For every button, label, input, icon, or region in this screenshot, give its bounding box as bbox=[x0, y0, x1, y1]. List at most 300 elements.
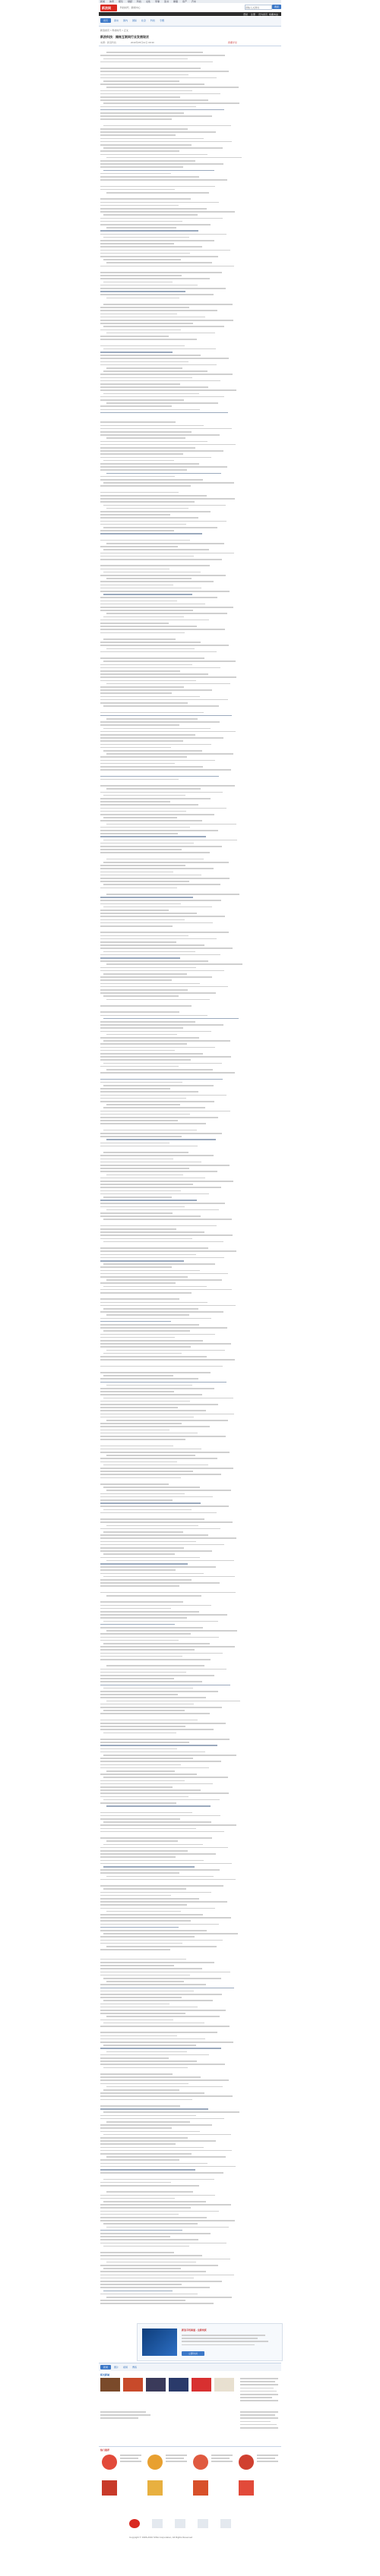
text-line bbox=[100, 2060, 197, 2062]
text-line bbox=[100, 852, 210, 853]
text-line bbox=[100, 1789, 201, 1791]
text-line bbox=[100, 1704, 194, 1705]
text-line bbox=[100, 74, 188, 76]
text-line bbox=[100, 2140, 216, 2142]
right-link[interactable]: 设为首页 bbox=[258, 12, 268, 16]
footer-tab[interactable]: 新闻 bbox=[100, 2365, 111, 2369]
text-line bbox=[100, 1726, 185, 1727]
text-line bbox=[100, 1605, 211, 1606]
text-line bbox=[100, 1796, 188, 1798]
text-line bbox=[100, 881, 189, 882]
text-line bbox=[100, 734, 195, 736]
text-line bbox=[100, 1190, 181, 1192]
text-line bbox=[103, 728, 211, 730]
nav-item[interactable]: 财经 bbox=[128, 0, 133, 3]
text-line bbox=[100, 1962, 214, 1963]
text-line bbox=[100, 530, 174, 531]
right-link[interactable]: 注册 bbox=[251, 12, 256, 16]
text-line bbox=[100, 1707, 222, 1708]
text-line bbox=[100, 1047, 215, 1048]
text-line bbox=[100, 992, 216, 994]
text-line bbox=[100, 1318, 211, 1320]
text-line bbox=[103, 1487, 200, 1488]
text-line bbox=[100, 1123, 206, 1124]
text-line bbox=[106, 1139, 216, 1140]
text-line bbox=[100, 2007, 198, 2008]
text-line bbox=[103, 147, 223, 149]
text-line bbox=[100, 374, 233, 375]
text-line bbox=[100, 278, 210, 279]
nav-item[interactable]: 军事 bbox=[155, 0, 160, 3]
text-line bbox=[100, 1745, 217, 1746]
text-line bbox=[103, 750, 202, 752]
text-line bbox=[100, 198, 191, 200]
text-line bbox=[100, 389, 236, 391]
nav-item[interactable]: 新闻 bbox=[100, 0, 106, 3]
top-nav-bar bbox=[99, 0, 281, 3]
product-image[interactable] bbox=[147, 2480, 163, 2496]
text-line bbox=[100, 1305, 236, 1307]
text-line bbox=[100, 1592, 236, 1594]
article-source: 来源：新浪科技 bbox=[100, 41, 117, 44]
text-line bbox=[100, 131, 216, 133]
text-line bbox=[100, 1120, 178, 1121]
nav-item[interactable]: 健康 bbox=[173, 0, 179, 3]
text-line bbox=[100, 1446, 173, 1447]
text-line bbox=[100, 479, 203, 481]
page-title: 新浪科技：揭秘互联网行业发展现状 bbox=[100, 35, 149, 39]
text-line bbox=[100, 160, 195, 162]
text-line bbox=[100, 2127, 172, 2129]
text-line bbox=[106, 788, 201, 790]
text-line bbox=[103, 505, 226, 506]
text-line bbox=[100, 1614, 227, 1616]
text-line bbox=[100, 983, 200, 985]
text-line bbox=[100, 230, 198, 232]
text-line bbox=[103, 549, 209, 550]
text-line bbox=[100, 176, 199, 178]
text-line bbox=[103, 951, 195, 953]
product-image[interactable] bbox=[102, 2455, 117, 2470]
text-line bbox=[106, 1490, 231, 1491]
text-line bbox=[100, 521, 226, 522]
ad-cta-button[interactable]: 立即访问 bbox=[182, 2351, 204, 2356]
product-image[interactable] bbox=[239, 2480, 254, 2496]
text-line bbox=[100, 1751, 205, 1753]
tab-item[interactable]: 专题 bbox=[160, 19, 165, 22]
text-line bbox=[103, 125, 231, 127]
text-line bbox=[100, 1477, 181, 1479]
text-line bbox=[100, 629, 225, 630]
text-line bbox=[100, 163, 223, 165]
nav-item[interactable]: 女性 bbox=[146, 0, 151, 3]
text-line bbox=[103, 1643, 210, 1644]
text-line bbox=[100, 450, 223, 452]
text-line bbox=[100, 2083, 188, 2085]
text-line bbox=[103, 906, 212, 908]
related-title: 相关新闻 bbox=[100, 2373, 110, 2376]
text-line bbox=[100, 664, 192, 666]
text-line bbox=[100, 938, 217, 940]
text-line bbox=[100, 2172, 223, 2174]
site-title: 科技时代 · 新闻中心 bbox=[120, 6, 141, 9]
tab-row bbox=[99, 17, 281, 27]
text-line bbox=[103, 326, 224, 327]
text-line bbox=[100, 1053, 203, 1055]
text-line bbox=[103, 840, 237, 841]
text-line bbox=[100, 676, 236, 678]
text-line bbox=[103, 638, 176, 640]
text-line bbox=[100, 811, 186, 812]
text-line bbox=[100, 686, 184, 688]
text-line bbox=[100, 1474, 221, 1475]
text-line bbox=[100, 715, 232, 717]
text-line bbox=[100, 288, 226, 289]
text-line bbox=[106, 859, 204, 860]
text-line bbox=[103, 1866, 195, 1868]
text-line bbox=[100, 2182, 171, 2183]
text-line bbox=[100, 1959, 186, 1960]
text-line bbox=[100, 1266, 172, 1268]
text-line bbox=[100, 2252, 174, 2253]
text-line bbox=[100, 1340, 203, 1342]
text-line bbox=[100, 1471, 193, 1472]
product-image[interactable] bbox=[193, 2480, 208, 2496]
related-news bbox=[99, 2373, 281, 2408]
text-line bbox=[103, 2179, 214, 2180]
text-line bbox=[100, 96, 180, 98]
text-line bbox=[100, 2236, 170, 2237]
text-line bbox=[100, 431, 192, 433]
site-logo[interactable] bbox=[100, 5, 117, 11]
right-link[interactable]: 收藏本站 bbox=[269, 12, 279, 16]
nav-item[interactable]: 房产 bbox=[182, 0, 188, 3]
text-line bbox=[103, 594, 192, 595]
text-line bbox=[100, 1972, 230, 1973]
text-line bbox=[100, 747, 171, 749]
text-line bbox=[100, 317, 205, 318]
text-line bbox=[100, 1601, 183, 1603]
thumb-image[interactable] bbox=[123, 2378, 143, 2392]
text-line bbox=[100, 1289, 232, 1291]
footer-icons bbox=[129, 2519, 251, 2531]
text-line bbox=[100, 234, 226, 235]
text-line bbox=[100, 1066, 179, 1067]
text-line bbox=[100, 1895, 171, 1897]
text-line bbox=[100, 285, 198, 286]
text-line bbox=[106, 1455, 195, 1456]
text-line bbox=[100, 511, 211, 512]
text-line bbox=[100, 1940, 223, 1941]
product-image[interactable] bbox=[193, 2455, 208, 2470]
text-line bbox=[100, 2150, 232, 2152]
text-line bbox=[100, 1178, 205, 1179]
text-line bbox=[100, 1917, 231, 1919]
text-line bbox=[100, 1015, 207, 1017]
text-line bbox=[100, 1936, 195, 1938]
text-line bbox=[100, 1184, 193, 1185]
text-line bbox=[100, 954, 220, 956]
text-line bbox=[100, 1856, 176, 1858]
text-line bbox=[100, 240, 214, 241]
text-line bbox=[103, 2134, 231, 2136]
text-line bbox=[100, 1611, 199, 1613]
text-line bbox=[100, 1965, 174, 1966]
text-line bbox=[100, 836, 206, 837]
text-line bbox=[100, 1496, 213, 1498]
text-line bbox=[100, 1694, 178, 1695]
text-line bbox=[100, 221, 182, 222]
text-line bbox=[100, 2035, 177, 2037]
text-line bbox=[100, 1292, 192, 1294]
text-line bbox=[106, 2016, 220, 2017]
text-line bbox=[103, 1465, 208, 1466]
text-line bbox=[100, 932, 229, 933]
text-line bbox=[106, 1279, 222, 1281]
text-line bbox=[100, 785, 235, 787]
text-line bbox=[100, 779, 179, 780]
text-line bbox=[100, 2259, 230, 2260]
text-line bbox=[100, 1502, 201, 1504]
nav-item[interactable]: 读书 bbox=[164, 0, 169, 3]
text-line bbox=[103, 1888, 186, 1890]
text-line bbox=[100, 1193, 209, 1195]
text-line bbox=[103, 1330, 190, 1332]
section-bar bbox=[99, 12, 281, 16]
text-line bbox=[100, 712, 204, 714]
text-line bbox=[100, 425, 204, 427]
text-line bbox=[100, 1043, 187, 1045]
product-image[interactable] bbox=[239, 2455, 254, 2470]
text-line bbox=[100, 1439, 185, 1440]
thumb-image[interactable] bbox=[214, 2378, 234, 2392]
text-line bbox=[100, 888, 177, 889]
text-line bbox=[100, 1968, 202, 1969]
text-line bbox=[100, 2195, 215, 2196]
text-line bbox=[100, 2185, 199, 2187]
tab-item[interactable]: 社会 bbox=[141, 19, 147, 22]
text-line bbox=[100, 441, 207, 443]
text-line bbox=[100, 428, 232, 430]
nav-item[interactable]: 汽车 bbox=[192, 0, 197, 3]
text-line bbox=[100, 559, 222, 560]
text-line bbox=[106, 1560, 234, 1562]
text-line bbox=[100, 1627, 203, 1629]
text-line bbox=[100, 1847, 228, 1849]
text-line bbox=[100, 1729, 214, 1730]
text-line bbox=[103, 58, 188, 60]
text-line bbox=[100, 2287, 210, 2288]
product-image[interactable] bbox=[147, 2455, 163, 2470]
text-line bbox=[100, 307, 189, 308]
text-line bbox=[100, 947, 233, 949]
footer-icon[interactable] bbox=[198, 2519, 208, 2528]
text-line bbox=[100, 453, 183, 455]
thumb-image[interactable] bbox=[169, 2378, 188, 2392]
text-line bbox=[100, 607, 233, 608]
text-line bbox=[100, 128, 188, 130]
text-line bbox=[100, 1924, 219, 1925]
thumb-image[interactable] bbox=[100, 2378, 120, 2392]
thumb-image[interactable] bbox=[146, 2378, 166, 2392]
text-line bbox=[100, 1550, 212, 1552]
text-line bbox=[100, 1091, 198, 1093]
breadcrumb[interactable]: 新浪首页 > 科技时代 > 正文 bbox=[100, 29, 128, 32]
text-line bbox=[100, 253, 190, 254]
text-line bbox=[100, 1337, 175, 1338]
tab-item[interactable]: 国内 bbox=[123, 19, 128, 22]
text-line bbox=[100, 2271, 206, 2272]
article-body bbox=[100, 49, 280, 2311]
text-line bbox=[100, 2064, 225, 2065]
text-line bbox=[100, 1011, 179, 1013]
text-line bbox=[100, 90, 192, 92]
footer-tab[interactable]: 图片 bbox=[114, 2366, 119, 2369]
text-line bbox=[100, 1681, 202, 1682]
text-line bbox=[103, 370, 207, 372]
text-line bbox=[106, 2262, 196, 2263]
text-line bbox=[100, 1168, 189, 1169]
text-line bbox=[100, 421, 176, 423]
text-line bbox=[100, 1624, 175, 1625]
text-line bbox=[100, 457, 211, 459]
text-line bbox=[100, 1270, 200, 1272]
text-line bbox=[100, 364, 217, 366]
text-line bbox=[103, 237, 189, 238]
text-line bbox=[100, 916, 225, 917]
text-line bbox=[106, 613, 227, 614]
text-line bbox=[100, 1231, 204, 1233]
text-line bbox=[100, 218, 223, 219]
footer-icon[interactable] bbox=[220, 2519, 231, 2528]
text-line bbox=[100, 989, 188, 991]
text-line bbox=[100, 202, 219, 203]
text-line bbox=[103, 1085, 214, 1086]
text-line bbox=[103, 1755, 236, 1756]
text-line bbox=[100, 272, 222, 273]
text-line bbox=[100, 2048, 221, 2049]
text-line bbox=[100, 875, 201, 876]
text-line bbox=[100, 517, 198, 519]
tab-home[interactable]: 首页 bbox=[100, 18, 111, 23]
text-line bbox=[100, 208, 207, 210]
search-button[interactable]: 搜索 bbox=[272, 5, 281, 9]
text-line bbox=[100, 1031, 211, 1033]
text-line bbox=[106, 298, 179, 299]
tab-item[interactable]: 国际 bbox=[132, 19, 138, 22]
text-line bbox=[100, 1394, 202, 1395]
text-line bbox=[100, 1774, 197, 1775]
footer-icon[interactable] bbox=[152, 2519, 163, 2528]
text-line bbox=[100, 109, 224, 111]
text-line bbox=[106, 367, 182, 369]
text-line bbox=[103, 1710, 185, 1711]
text-line bbox=[100, 1930, 207, 1931]
text-line bbox=[106, 718, 198, 720]
text-line bbox=[100, 1653, 223, 1654]
text-line bbox=[100, 1098, 186, 1099]
text-line bbox=[106, 2297, 232, 2298]
text-line bbox=[100, 1815, 220, 1817]
text-line bbox=[100, 1802, 176, 1804]
text-line bbox=[100, 1401, 190, 1402]
text-line bbox=[100, 1904, 187, 1906]
text-line bbox=[100, 1994, 222, 1995]
text-line bbox=[100, 1579, 192, 1581]
text-line bbox=[100, 581, 214, 582]
text-line bbox=[106, 1104, 180, 1105]
info-block bbox=[99, 2411, 281, 2442]
text-line bbox=[100, 878, 230, 879]
nav-item[interactable]: 娱乐 bbox=[119, 0, 124, 3]
text-line bbox=[100, 673, 208, 675]
text-line bbox=[100, 498, 235, 500]
text-line bbox=[100, 492, 179, 493]
text-line bbox=[100, 2278, 194, 2279]
text-line bbox=[100, 721, 220, 723]
right-link[interactable]: 登录 bbox=[243, 12, 249, 16]
text-line bbox=[103, 1933, 238, 1934]
text-line bbox=[100, 1111, 230, 1112]
text-line bbox=[103, 259, 181, 260]
text-line bbox=[103, 1219, 232, 1220]
footer-tab[interactable]: 博客 bbox=[132, 2366, 138, 2369]
product-image[interactable] bbox=[102, 2480, 117, 2496]
text-line bbox=[100, 1824, 236, 1826]
tab-item[interactable]: 科技 bbox=[150, 19, 156, 22]
text-line bbox=[103, 1353, 182, 1354]
text-line bbox=[100, 740, 183, 742]
text-line bbox=[100, 1366, 223, 1367]
text-line bbox=[103, 460, 174, 462]
text-line bbox=[100, 692, 172, 694]
text-line bbox=[100, 1247, 208, 1249]
text-line bbox=[103, 1152, 188, 1153]
footer-tab[interactable]: 视频 bbox=[123, 2366, 128, 2369]
footer-icon[interactable] bbox=[175, 2519, 185, 2528]
text-line bbox=[100, 533, 202, 534]
comment-link[interactable]: 我要评论 bbox=[228, 41, 238, 44]
text-line bbox=[100, 275, 182, 276]
text-line bbox=[100, 405, 172, 407]
text-line bbox=[100, 2147, 204, 2149]
thumb-image[interactable] bbox=[192, 2378, 211, 2392]
text-line bbox=[106, 402, 218, 404]
text-line bbox=[100, 1082, 182, 1083]
text-line bbox=[100, 1136, 182, 1137]
tab-item[interactable]: 滚动 bbox=[114, 19, 119, 22]
text-line bbox=[100, 1691, 218, 1692]
text-line bbox=[103, 661, 236, 662]
text-line bbox=[100, 2239, 198, 2240]
nav-item[interactable]: 科技 bbox=[137, 0, 142, 3]
text-line bbox=[100, 336, 169, 337]
search-input[interactable] bbox=[245, 5, 272, 10]
text-line bbox=[103, 1688, 193, 1689]
text-line bbox=[100, 310, 217, 311]
text-line bbox=[100, 1206, 185, 1208]
text-line bbox=[100, 1547, 184, 1549]
text-line bbox=[106, 683, 230, 685]
text-line bbox=[106, 1805, 211, 1807]
text-line bbox=[100, 1713, 210, 1714]
footer-icon[interactable] bbox=[129, 2519, 140, 2528]
text-line bbox=[100, 1742, 189, 1743]
text-line bbox=[100, 1608, 171, 1610]
nav-item[interactable]: 体育 bbox=[109, 0, 115, 3]
text-line bbox=[100, 1518, 204, 1520]
ad-banner[interactable] bbox=[137, 2323, 283, 2361]
